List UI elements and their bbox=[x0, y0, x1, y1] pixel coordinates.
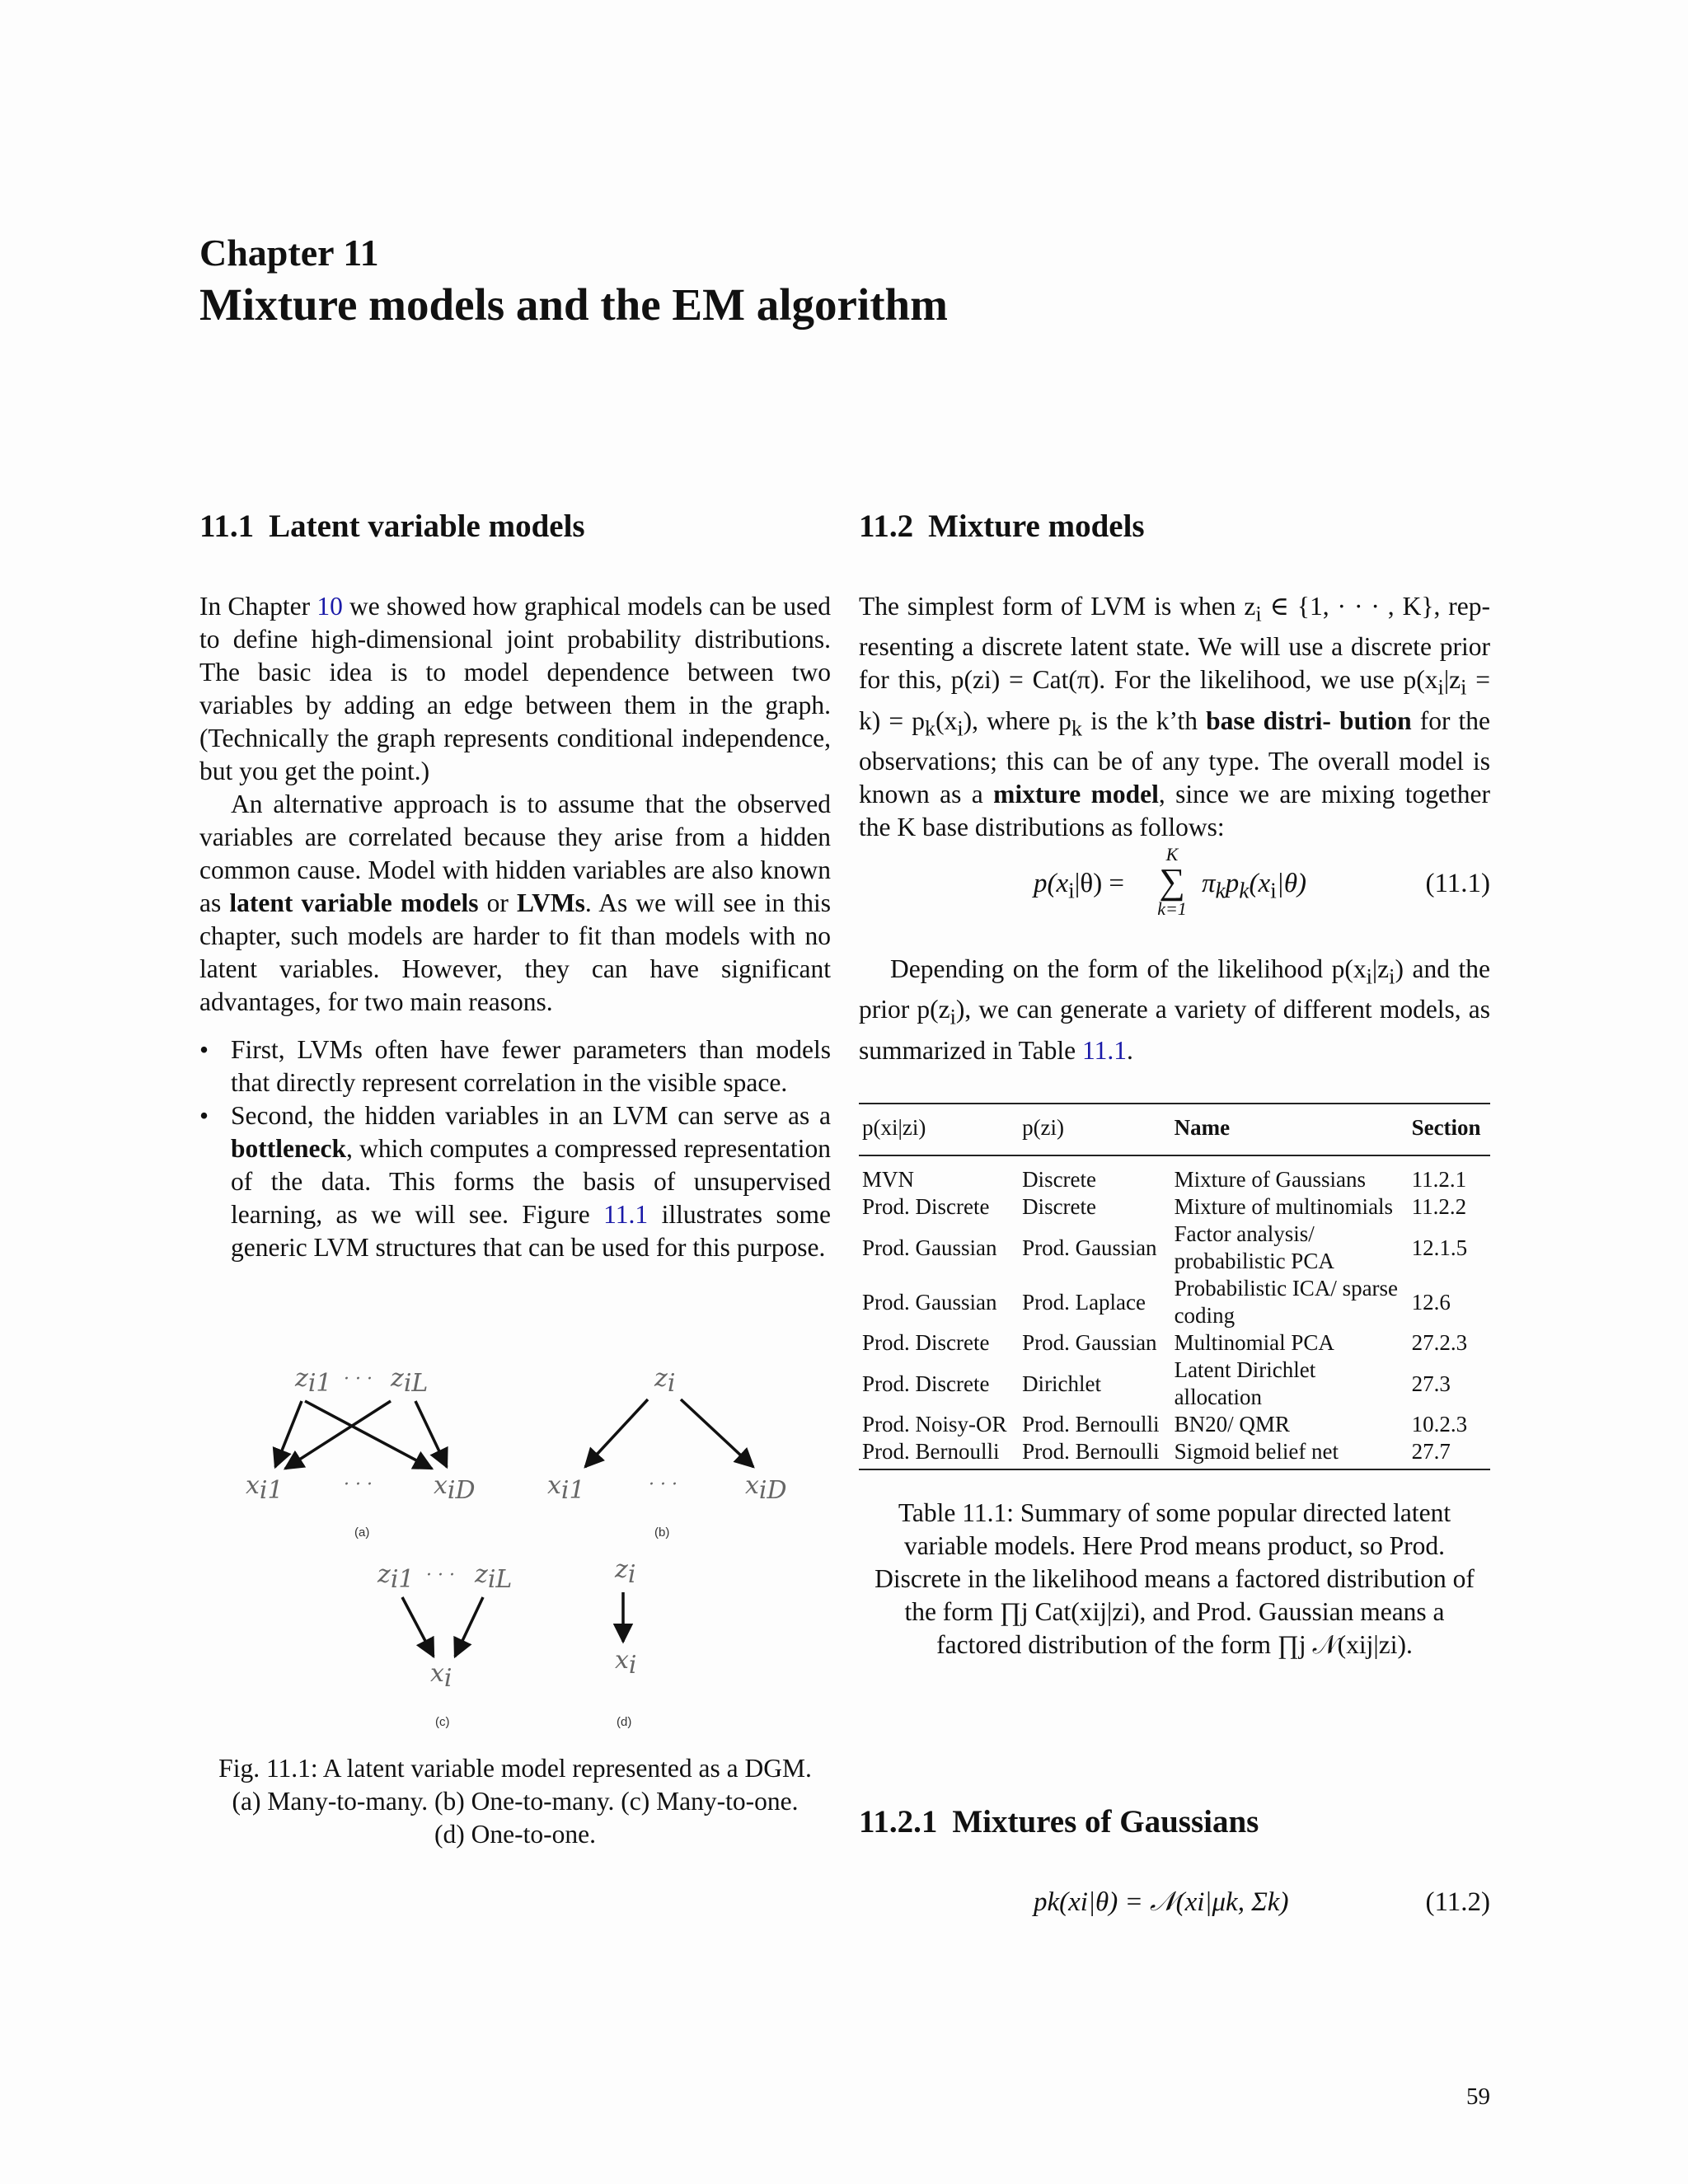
section-number: 11.2 bbox=[859, 509, 914, 544]
edge bbox=[455, 1597, 483, 1657]
equation-11-2 bbox=[859, 1887, 1490, 1929]
section-title: Mixture models bbox=[928, 509, 1145, 544]
left-column-text bbox=[199, 590, 831, 1264]
node-xiD: xiD bbox=[434, 1471, 476, 1505]
panel-c bbox=[377, 1560, 512, 1729]
chapter-link[interactable]: 10 bbox=[316, 592, 343, 621]
table-cell: MVN bbox=[862, 1167, 915, 1192]
panel-a bbox=[246, 1364, 476, 1540]
dots: · · · bbox=[649, 1474, 678, 1495]
column-header: Section bbox=[1409, 1104, 1490, 1155]
node-xi: xi bbox=[430, 1659, 452, 1693]
panel-label: (a) bbox=[354, 1526, 370, 1540]
table-11-1 bbox=[859, 1103, 1490, 1470]
table-cell: 11.2.1 bbox=[1411, 1167, 1467, 1192]
chapter-label: Chapter 11 bbox=[199, 232, 379, 274]
table-row bbox=[859, 1411, 1490, 1438]
table-cell: Prod. Laplace bbox=[1022, 1289, 1146, 1315]
table-cell: Prod. Discrete bbox=[862, 1371, 990, 1396]
paragraph: The simplest form of LVM is when $z_i$ ∈ {1, · · · , K}, rep- resenting a discrete latent state. We will use a discrete prior for this, p(zi) = Cat(π). For the likelihood, we use $p(x_i|z_i = k) = p_k(x_i)$, where $p_k$ is the k’th base distri- bution for the observations; this can be of any type. The overall model is known as a mixture model, since we are mixing together the K base distributions as follows: bbox=[859, 592, 1491, 841]
edge bbox=[681, 1399, 753, 1467]
dots: · · · bbox=[344, 1474, 373, 1495]
edge bbox=[585, 1399, 648, 1467]
page-number: 59 bbox=[1466, 2083, 1490, 2110]
equation-body: pk(xi|θ) = 𝒩(xi|μk, Σk) bbox=[1034, 1887, 1289, 1917]
equation-number: (11.2) bbox=[1425, 1887, 1490, 1917]
node-xi1: xi1 bbox=[246, 1471, 284, 1505]
right-column-text bbox=[859, 590, 1490, 844]
table-row bbox=[859, 1357, 1490, 1411]
section-number: 11.2.1 bbox=[859, 1804, 938, 1840]
section-number: 11.1 bbox=[199, 509, 255, 544]
equation-11-1: $p(x_i|\theta)$ = K ∑ k=1 $\pi_kp_k(x_i|\theta)$ (11.1) bbox=[1034, 844, 1490, 919]
table-header-row bbox=[859, 1104, 1490, 1155]
table-cell: Mixture of multinomials bbox=[1174, 1194, 1394, 1219]
table-row bbox=[859, 1221, 1490, 1275]
table-row bbox=[859, 1329, 1490, 1357]
table-cell: Probabilistic ICA/ sparse coding bbox=[1174, 1276, 1399, 1328]
table-cell: 27.3 bbox=[1411, 1371, 1451, 1396]
table-cell: Factor analysis/ probabilistic PCA bbox=[1174, 1221, 1334, 1273]
table-cell: 12.6 bbox=[1411, 1289, 1451, 1315]
table-cell: Dirichlet bbox=[1022, 1371, 1102, 1396]
column-header: p(zi) bbox=[1019, 1104, 1171, 1155]
table-cell: Discrete bbox=[1022, 1167, 1097, 1192]
chapter-title: Mixture models and the EM algorithm bbox=[199, 279, 948, 330]
table-cell: Multinomial PCA bbox=[1174, 1330, 1334, 1355]
table-row bbox=[859, 1155, 1490, 1193]
table-link[interactable]: 11.1 bbox=[1082, 1035, 1127, 1065]
column-header: Name bbox=[1171, 1104, 1409, 1155]
table-row bbox=[859, 1438, 1490, 1469]
table-cell: Discrete bbox=[1022, 1194, 1097, 1219]
table-cell: Sigmoid belief net bbox=[1174, 1439, 1339, 1464]
right-column-text bbox=[859, 953, 1490, 1067]
table-cell: Prod. Noisy-OR bbox=[862, 1412, 1007, 1436]
table-cell: Prod. Gaussian bbox=[1022, 1235, 1157, 1260]
node-zi1: zi1 bbox=[295, 1364, 332, 1398]
table-cell: Prod. Bernoulli bbox=[862, 1439, 1000, 1464]
table-cell: Prod. Gaussian bbox=[862, 1289, 997, 1315]
table-cell: Latent Dirichlet allocation bbox=[1174, 1357, 1316, 1409]
table-cell: Prod. Gaussian bbox=[862, 1235, 997, 1260]
paragraph: An alternative approach is to assume that the observed variables are correlated because they arise from a hidden common cause. Model with hidden variables are also known as latent variable models or LVMs. As we will see in this chapter, such models are harder to fit than models with no latent variables. However, they can have significant advantages, for two main reasons. bbox=[199, 790, 831, 1016]
section-title: Latent variable models bbox=[269, 509, 585, 544]
table-row bbox=[859, 1275, 1490, 1329]
table-caption: Table 11.1: Summary of some popular directed latent variable models. Here Prod means product, so Prod. Discrete in the likelihood means a factored distribution of the form ∏j Cat(xij|zi), and Prod. Gaussian means a factored distribution of the form ∏j 𝒩(xij|zi). bbox=[874, 1498, 1475, 1659]
edge bbox=[402, 1597, 434, 1657]
dots: · · · bbox=[426, 1565, 455, 1586]
table-row bbox=[859, 1193, 1490, 1221]
edge bbox=[275, 1401, 302, 1467]
table-cell: 11.2.2 bbox=[1411, 1194, 1467, 1219]
equation-number: (11.1) bbox=[1425, 869, 1490, 898]
table-cell: 27.2.3 bbox=[1411, 1330, 1468, 1355]
dots: · · · bbox=[344, 1369, 373, 1390]
list-item: • Second, the hidden variables in an LVM can serve as a bottleneck, which computes a compressed representation of the data. This forms the basis of unsupervised learning, as we will see. Figure 11.1 illustrates some generic LVM structures that can be used for this purpose. bbox=[199, 1099, 831, 1264]
node-ziL: ziL bbox=[391, 1364, 429, 1398]
table-cell: Mixture of Gaussians bbox=[1174, 1167, 1367, 1192]
table-cell: Prod. Bernoulli bbox=[1022, 1439, 1160, 1464]
section-title: Mixtures of Gaussians bbox=[952, 1804, 1259, 1840]
table-cell: Prod. Gaussian bbox=[1022, 1330, 1157, 1355]
table-cell: BN20/ QMR bbox=[1174, 1412, 1290, 1436]
node-xiD: xiD bbox=[745, 1471, 787, 1505]
lvm-diagrams bbox=[199, 1335, 842, 1764]
bullet-list bbox=[199, 1033, 831, 1264]
table-cell: Prod. Bernoulli bbox=[1022, 1412, 1160, 1436]
section-11-1-heading bbox=[199, 508, 585, 545]
column-header: p(xi|zi) bbox=[859, 1104, 1019, 1155]
figure-link[interactable]: 11.1 bbox=[603, 1200, 649, 1229]
paragraph: In Chapter 10 we showed how graphical models can be used to define high-dimensional joint probability distributions. The basic idea is to model dependence between two variables by adding an edge between them in the graph. (Technically the graph represents conditional independence, but you get the point.) bbox=[199, 592, 831, 785]
edge bbox=[305, 1401, 432, 1469]
panel-label: (c) bbox=[435, 1715, 450, 1729]
node-zi1: zi1 bbox=[377, 1560, 415, 1594]
table-cell: 12.1.5 bbox=[1411, 1235, 1468, 1260]
data-table bbox=[859, 1104, 1490, 1469]
figure-caption: Fig. 11.1: A latent variable model represented as a DGM. (a) Many-to-many. (b) One-to-many. (c) Many-to-one. (d) One-to-one. bbox=[218, 1754, 812, 1849]
table-cell: 27.7 bbox=[1411, 1439, 1451, 1464]
table-cell: 10.2.3 bbox=[1411, 1412, 1468, 1436]
node-xi: xi bbox=[615, 1646, 637, 1680]
panel-label: (d) bbox=[617, 1715, 632, 1729]
node-zi: zi bbox=[654, 1364, 676, 1398]
section-11-2-1-heading bbox=[859, 1803, 1259, 1840]
panel-label: (b) bbox=[654, 1526, 670, 1540]
edge bbox=[415, 1401, 447, 1467]
node-zi: zi bbox=[615, 1555, 636, 1589]
edge bbox=[285, 1401, 391, 1469]
list-item: • First, LVMs often have fewer parameters than models that directly represent correlation in the visible space. bbox=[199, 1033, 831, 1099]
panel-b bbox=[547, 1364, 787, 1540]
table-cell: Prod. Discrete bbox=[862, 1330, 990, 1355]
node-xi1: xi1 bbox=[547, 1471, 585, 1505]
paragraph: Depending on the form of the likelihood $p(x_i|z_i)$ and the prior $p(z_i)$, we can generate a variety of different models, as summarized in Table 11.1. bbox=[859, 954, 1491, 1065]
figure-11-1 bbox=[199, 1335, 842, 1764]
panel-d bbox=[614, 1555, 637, 1729]
section-11-2-heading bbox=[859, 508, 1145, 545]
node-ziL: ziL bbox=[475, 1560, 513, 1594]
table-cell: Prod. Discrete bbox=[862, 1194, 990, 1219]
